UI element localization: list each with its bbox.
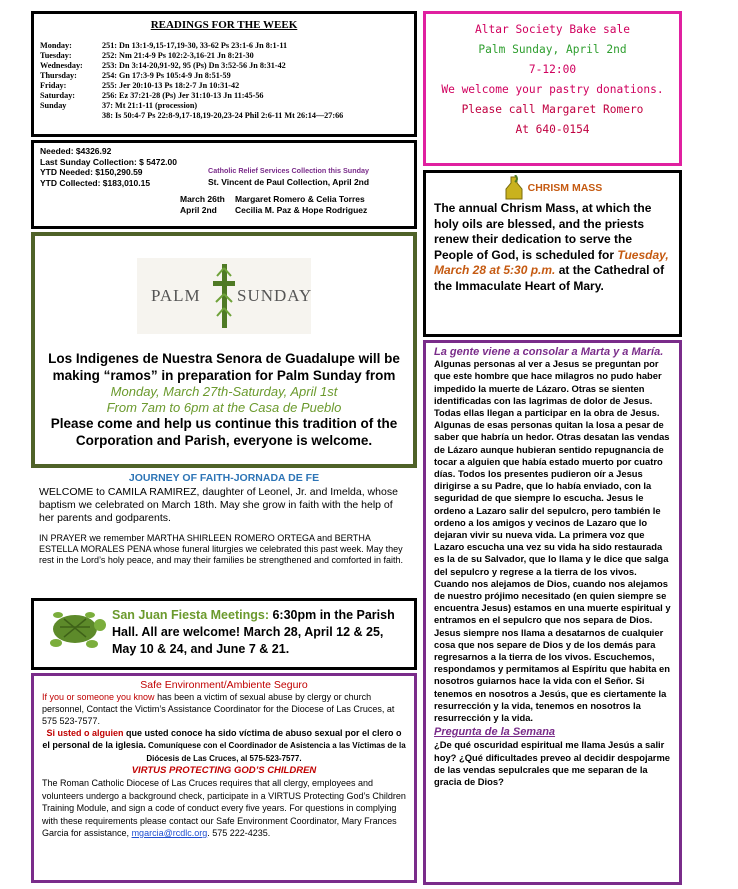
bake-contact: Please call Margaret Romero [461, 103, 644, 116]
svdp-collection-note: St. Vincent de Paul Collection, April 2nd [208, 176, 370, 187]
ytd-collected: YTD Collected: $183,010.15 [40, 177, 151, 188]
coordinator-email-link[interactable]: mgarcia@rcdlc.org [131, 828, 208, 838]
reflection-title: La gente viene a consolar a Marta y a María. [434, 346, 664, 358]
bake-title: Altar Society Bake sale [475, 23, 630, 36]
reading-citations: 37: Mt 21:1-11 (procession) [102, 101, 198, 110]
reading-day: Monday: [40, 41, 72, 50]
reading-day [40, 111, 102, 121]
palm-sunday-logo [137, 258, 311, 334]
reading-citations: 256: Ez 37:21-28 (Ps) Jer 31:10-13 Jn 11:45-56 [102, 91, 264, 100]
safe-en-lead: If you or someone you know [42, 692, 155, 702]
schedule-row [180, 194, 408, 205]
crs-collection-note: Catholic Relief Services Collection this Sunday [208, 166, 369, 175]
palm-intro: Los Indigenes de Nuestra Senora de Guadalupe will be making “ramos” in preparation for Palm Sunday from [48, 351, 400, 383]
bake-sale-box [423, 11, 682, 166]
reading-citations: 254: Gn 17:3-9 Ps 105:4-9 Jn 8:51-59 [102, 71, 231, 80]
turtle-icon [42, 607, 108, 651]
question-text: ¿De qué oscuridad espiritual me llama Jesús a salir hoy? ¿Qué dificultades preveo al decidir despojarme de las vendas sepulcrales que me separan de la gracia de Dios? [434, 739, 671, 787]
journey-header: JOURNEY OF FAITH-JORNADA DE FE [128, 472, 320, 484]
fiesta-details: 6:30pm in the Parish Hall. All are welcome! March 28, April 12 & 25, May 10 & 24, and June 7 & 21. [112, 608, 395, 656]
reading-citations: 38: Is 50:4-7 Ps 22:8-9,17-18,19-20,23-24 Phil 2:6-11 Mt 26:14—27:66 [102, 111, 344, 120]
reading-row [40, 111, 408, 121]
reading-row [40, 51, 408, 61]
schedule-row [180, 205, 408, 216]
reading-row [40, 81, 408, 91]
fiesta-meetings-box [31, 598, 417, 670]
chrism-body-a: The annual Chrism Mass, at which the holy oils are blessed, and the priests renew their dedication to serve the People of God, is scheduled for [434, 201, 652, 262]
logo-word-palm: PALM [151, 286, 201, 305]
palm-dates: Monday, March 27th-Saturday, April 1st [110, 384, 338, 399]
virtus-heading: VIRTUS PROTECTING GOD’S CHILDREN [131, 765, 317, 776]
reading-citations: 253: Dn 3:14-20,91-92, 95 (Ps) Dn 3:52-56 Jn 8:31-42 [102, 61, 286, 70]
schedule-date: March 26th [180, 194, 225, 204]
prayer-remembrance: IN PRAYER we remember MARTHA SHIRLEEN ROMERO ORTEGA and BERTHA ESTELLA MORALES PENA whose funeral liturgies we celebrated this past week. May they rest in the Lord’s holy peace, and may their families be strengthened and comforted in faith. [39, 533, 404, 565]
logo-word-sunday: SUNDAY [237, 286, 313, 305]
reading-citations: 251: Dn 13:1-9,15-17,19-30, 33-62 Ps 23:1-6 Jn 8:1-11 [102, 41, 288, 50]
safe-en-text: has been a victim of sexual abuse by clergy or church personnel, Contact the Victim’s Assistance Coordinator for the Diocese of Las Cruces, at 575 523-7577. [42, 692, 395, 726]
needed-amount: Needed: $4326.92 [40, 146, 112, 156]
reading-row [40, 71, 408, 81]
bake-welcome: We welcome your pastry donations. [441, 83, 664, 96]
ytd-needed: YTD Needed: $150,290.59 [40, 167, 143, 177]
chrism-mass-box [423, 170, 682, 337]
oil-jar-icon [503, 175, 525, 201]
schedule-names: Cecilia M. Paz & Hope Rodriguez [235, 204, 368, 215]
chrism-datetime: Tuesday, March 28 at 5:30 p.m. [434, 247, 669, 278]
virtus-body: The Roman Catholic Diocese of Las Cruces requires that all clergy, employees and volunteers undergo a background check, participate in a VIRTUS Protecting God’s Children Training Module, and sign a code of conduct every five years. For questions in complying with these requirements please contact our Safe Environment Coordinator, Mary Frances Garcia for assistance, [42, 778, 406, 838]
readings-box [31, 11, 417, 137]
coordinator-phone: . 575 222-4235. [207, 828, 271, 838]
safe-environment-box [31, 673, 417, 883]
reflection-body: Algunas personas al ver a Jesus se preguntan por que este hombre que hace milagros no pudo haber impedido la muerte de Lázaro. Otras se sienten identificadas con las lagrimas de dolor de Jesus. Todas ellas llegan a participar en la obra de Jesus. Algunas de esas personas quitan la losa a pesar de saber que habría un hedor. Otras desatan las vendas de Lázaro aunque hubieran sentido repugnancia de tocar a alguien que había estado muerto por cuatro días. Todos los presentes pudieron oír a Jesus dirigirse a su Padre, que lo había enviado, con la seguridad de que siempre lo escucha. Jesus le ordeno a Lazaro salir del sepulcro, pero también le ordeno a los amigos y vecinos de Lazaro que lo dejaran vivir su nueva vida. La primera voz que Lazaro escucha una vez su vida ha sido restaurada es la de su Salvador, que lo llama y le dice que salga del sepulcro y regrese a la tierra de los vivos. Cuando nos alejamos de Dios, cuando nos alejamos de nuestro prójimo necesitado (en quien siempre se encuentra Jesus) estamos en una muerte espiritual y entramos en el sepulcro que nos separa de Dios. Jesus siempre nos llama a desatarnos de cualquier cosa que nos separe de Dios y de los demás para regresarnos a la tierra de los vivos. Escuchemos, respondamos y permitamos al Espíritu que habita en nosotros guiarnos hace la vida con el Señor. Si tenemos en nosotros a Jesús, que es ciertamente la resurrección y la vida, tenemos en nosotros la resurrección y la vida. [434, 358, 671, 724]
palm-invitation: Please come and help us continue this tradition of the Corporation and Parish, everyone is welcome. [50, 416, 398, 448]
palm-times: From 7am to 6pm at the Casa de Pueblo [106, 399, 342, 415]
safe-es-lead: Si usted o alguien [46, 728, 124, 738]
palm-cross-icon [213, 264, 235, 328]
chrism-body-b: at the Cathedral of the Immaculate Heart of Mary. [434, 263, 665, 293]
reading-day: Sunday [40, 101, 67, 110]
readings-list [40, 41, 408, 121]
bake-date: Palm Sunday, April 2nd [478, 43, 627, 56]
reading-row [40, 61, 408, 71]
bake-time: 7-12:00 [528, 63, 577, 76]
schedule-date: April 2nd [180, 204, 217, 215]
journey-of-faith-section [31, 470, 417, 596]
baptism-welcome: WELCOME to CAMILA RAMIREZ, daughter of Leonel, Jr. and Imelda, whose baptism we celebrated on March 18th. May she grow in faith with the help of her parents and godparents. [39, 486, 398, 524]
finance-box [31, 140, 417, 229]
readings-title: READINGS FOR THE WEEK [150, 19, 298, 31]
reading-row [40, 101, 408, 111]
chrism-header: CHRISM MASS [527, 181, 603, 194]
reading-day: Thursday: [40, 71, 77, 80]
reading-day: Tuesday: [40, 51, 72, 60]
fiesta-title: San Juan Fiesta Meetings: [112, 608, 269, 622]
bake-phone: At 640-0154 [515, 123, 590, 136]
safe-es-text: que usted conoce ha sido víctima de abuso sexual por el clero o el personal de la iglesia. [42, 728, 402, 750]
minister-schedule [40, 194, 408, 215]
safe-header: Safe Environment/Ambiente Seguro [140, 679, 308, 691]
reading-day: Wednesday: [40, 61, 83, 70]
reading-day: Friday: [40, 81, 67, 90]
schedule-names: Margaret Romero & Celia Torres [235, 194, 365, 204]
palm-sunday-box [31, 232, 417, 468]
question-title: Pregunta de la Semana [434, 726, 556, 739]
reading-citations: 252: Nm 21:4-9 Ps 102:2-3,16-21 Jn 8:21-30 [102, 51, 254, 60]
reading-day: Saturday: [40, 91, 76, 100]
last-sunday-collection: Last Sunday Collection: $ 5472.00 [40, 156, 177, 167]
gospel-reflection-box [423, 340, 682, 885]
reading-citations: 255: Jer 20:10-13 Ps 18:2-7 Jn 10:31-42 [102, 81, 240, 90]
safe-es-contact: Comuníquese con el Coordinador de Asistencia a las Víctimas de la Diócesis de Las Cruces, al 575-523-7577. [145, 741, 406, 763]
reading-row [40, 91, 408, 101]
reading-row [40, 41, 408, 51]
